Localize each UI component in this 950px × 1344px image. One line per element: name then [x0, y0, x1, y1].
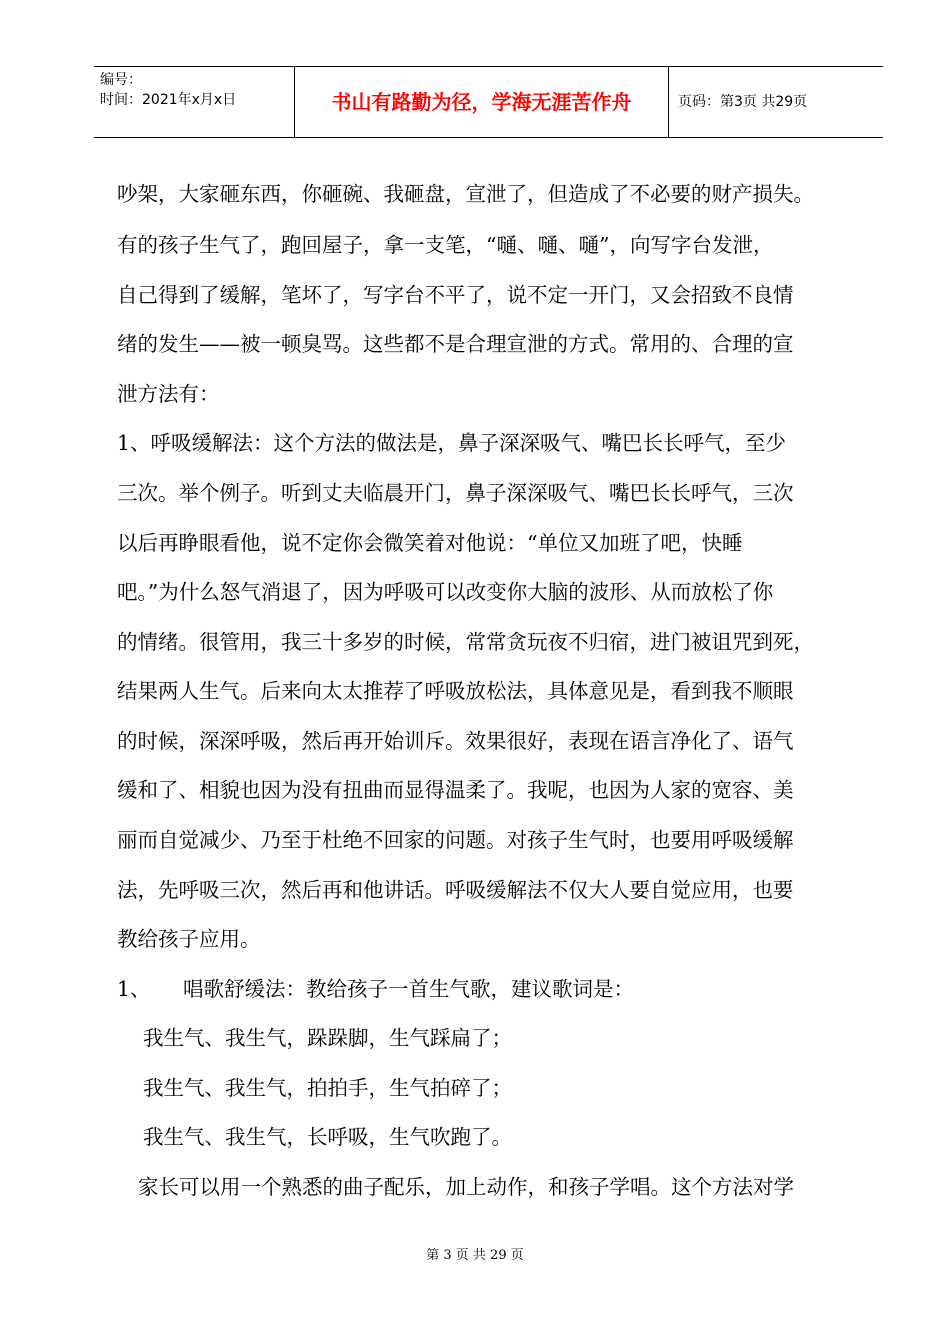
body-line: 1、呼吸缓解法：这个方法的做法是，鼻子深深吸气、嘴巴长长呼气，至少: [117, 431, 787, 455]
header-number-label: 编号：: [100, 72, 142, 88]
page-footer: 第 3 页 共 29 页: [426, 1248, 524, 1263]
body-line: 以后再睁眼看他，说不定你会微笑着对他说：“单位又加班了吧，快睡: [117, 531, 743, 555]
body-line: 缓和了、相貌也因为没有扭曲而显得温柔了。我呢，也因为人家的宽容、美: [117, 778, 794, 802]
body-line: 吧。”为什么怒气消退了，因为呼吸可以改变你大脑的波形、从而放松了你: [117, 580, 774, 604]
body-line: 法，先呼吸三次，然后再和他讲话。呼吸缓解法不仅大人要自觉应用，也要: [117, 878, 794, 902]
body-line: 有的孩子生气了，跑回屋子，拿一支笔，“嗵、嗵、嗵”，向写字台发泄，: [117, 233, 774, 257]
body-line: 吵架，大家砸东西，你砸碗、我砸盘，宣泄了，但造成了不必要的财产损失。: [117, 182, 814, 206]
list-item-number: 1、: [117, 977, 151, 1001]
body-line: 结果两人生气。后来向太太推荐了呼吸放松法，具体意见是，看到我不顺眼: [117, 679, 794, 703]
song-line: 我生气、我生气，长呼吸，生气吹跑了。: [143, 1125, 512, 1149]
song-line: 我生气、我生气，拍拍手，生气拍碎了；: [143, 1076, 512, 1100]
body-line: 泄方法有：: [117, 382, 220, 406]
header-meta: [94, 67, 294, 137]
list-item-text: 唱歌舒缓法：教给孩子一首生气歌，建议歌词是：: [183, 977, 634, 1001]
header-divider-2: [668, 67, 669, 137]
body-line: 的情绪。很管用，我三十多岁的时候，常常贪玩夜不归宿，进门被诅咒到死，: [117, 630, 814, 654]
body-line: 教给孩子应用。: [117, 927, 261, 951]
body-line: 绪的发生——被一顿臭骂。这些都不是合理宣泄的方式。常用的、合理的宣: [117, 332, 794, 356]
header-page-info: 页码：第3页 共29页: [678, 94, 808, 110]
header-motto: 书山有路勤为径，学海无涯苦作舟: [331, 90, 632, 114]
song-line: 我生气、我生气，跺跺脚，生气踩扁了；: [143, 1026, 512, 1050]
body-line: 自己得到了缓解，笔坏了，写字台不平了，说不定一开门，又会招致不良情: [117, 283, 794, 307]
header-time-label: 时间：2021年x月x日: [100, 92, 237, 108]
body-line: 丽而自觉减少、乃至于杜绝不回家的问题。对孩子生气时，也要用呼吸缓解: [117, 828, 794, 852]
body-line: 三次。举个例子。听到丈夫临晨开门，鼻子深深吸气、嘴巴长长呼气，三次: [117, 481, 794, 505]
page-header: [94, 66, 883, 138]
closing-line: 家长可以用一个熟悉的曲子配乐，加上动作，和孩子学唱。这个方法对学: [138, 1175, 794, 1199]
body-line: 的时候，深深呼吸，然后再开始训斥。效果很好，表现在语言净化了、语气: [117, 729, 794, 753]
